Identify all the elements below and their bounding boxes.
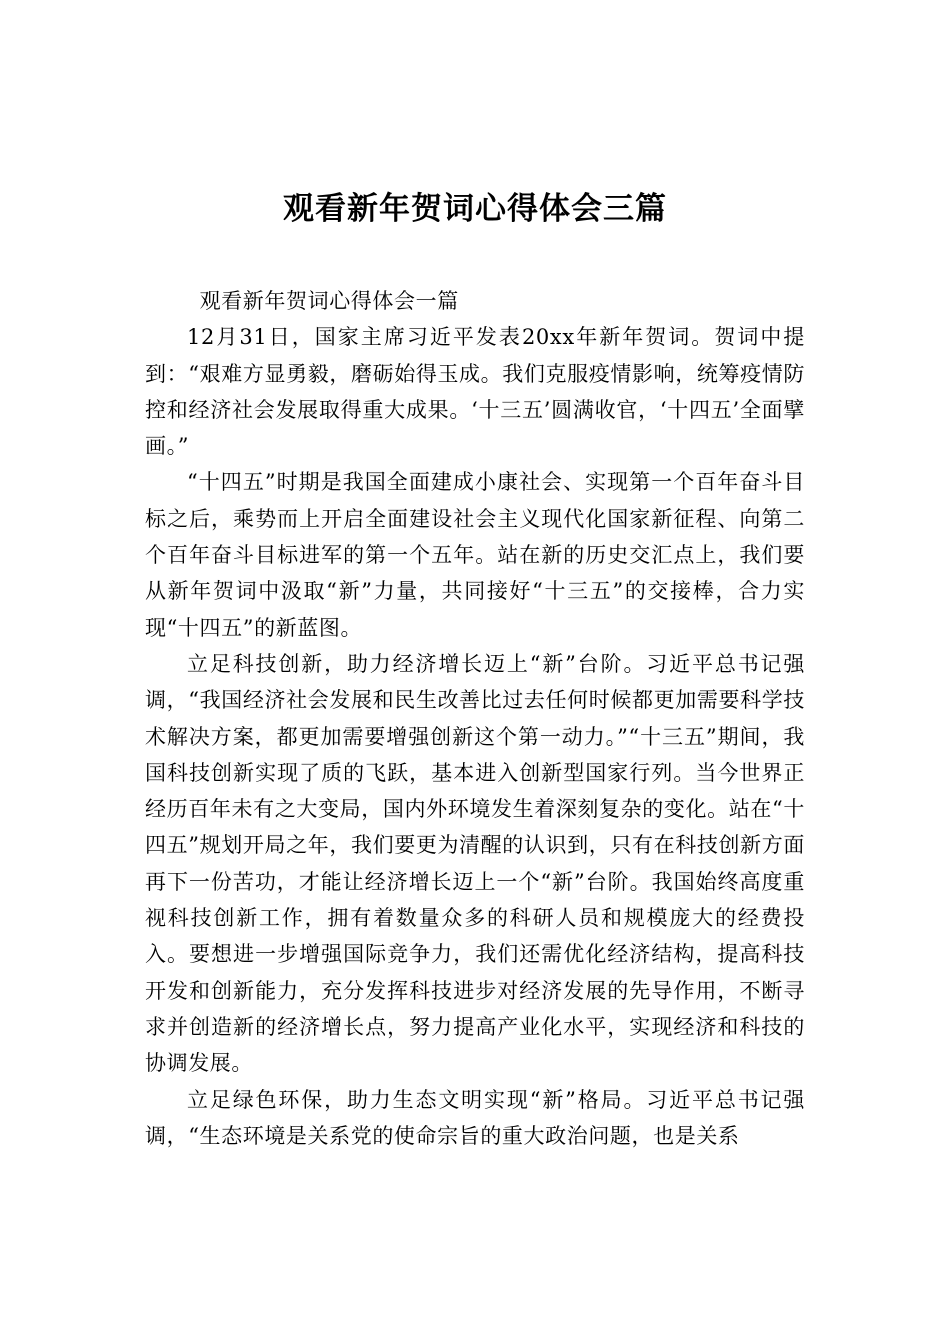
section-heading: 观看新年贺词心得体会一篇 <box>199 289 459 313</box>
body-paragraph: 12月31日，国家主席习近平发表20xx年新年贺词。贺词中提到：“艰难方显勇毅，磨砺始得玉成。我们克服疫情影响，统筹疫情防控和经济社会发展取得重大成果。‘十三五’圆满收官，‘十四五’全面擘画。” <box>145 325 805 459</box>
body-paragraph: “十四五”时期是我国全面建成小康社会、实现第一个百年奋斗目标之后，乘势而上开启全面建设社会主义现代化国家新征程、向第二个百年奋斗目标进军的第一个五年。站在新的历史交汇点上，我们要从新年贺词中汲取“新”力量，共同接好“十三五”的交接棒，合力实现“十四五”的新蓝图。 <box>145 470 805 640</box>
body-paragraph: 立足绿色环保，助力生态文明实现“新”格局。习近平总书记强调，“生态环境是关系党的使命宗旨的重大政治问题，也是关系 <box>145 1087 805 1148</box>
body-paragraph: 立足科技创新，助力经济增长迈上“新”台阶。习近平总书记强调，“我国经济社会发展和民生改善比过去任何时候都更加需要科学技术解决方案，都更加需要增强创新这个第一动力。”“十三五”期间，我国科技创新实现了质的飞跃，基本进入创新型国家行列。当今世界正经历百年未有之大变局，国内外环境发生着深刻复杂的变化。站在“十四五”规划开局之年，我们要更为清醒的认识到，只有在科技创新方面再下一份苦功，才能让经济增长迈上一个“新”台阶。我国始终高度重视科技创新工作，拥有着数量众多的科研人员和规模庞大的经费投入。要想进一步增强国际竞争力，我们还需优化经济结构，提高科技开发和创新能力，充分发挥科技进步对经济发展的先导作用，不断寻求并创造新的经济增长点，努力提高产业化水平，实现经济和科技的协调发展。 <box>145 651 805 1076</box>
document-body <box>145 283 805 1154</box>
document-title: 观看新年贺词心得体会三篇 <box>283 191 667 227</box>
